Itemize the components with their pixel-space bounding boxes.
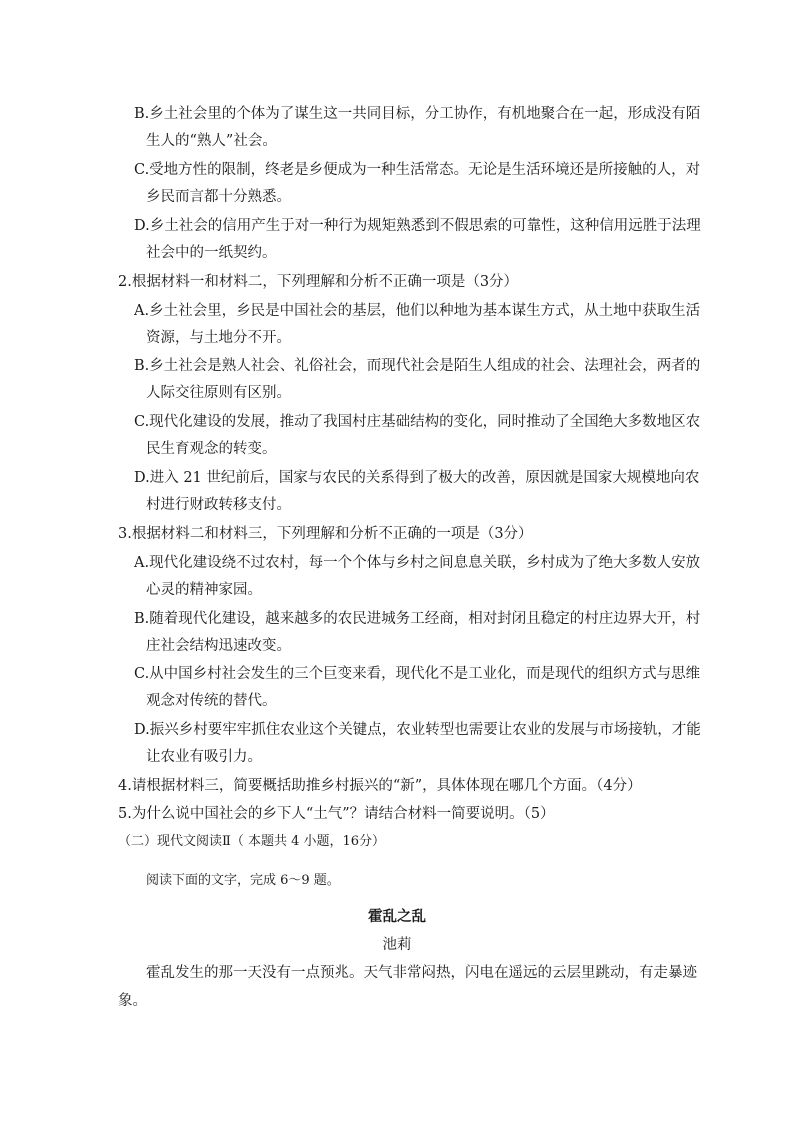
reading-instruction: 阅读下面的文字，完成 6～9 题。	[146, 873, 340, 888]
q3-option-b-line2: 庄社会结构迅速改变。	[146, 638, 291, 654]
q3-option-b-line1: B.随着现代化建设，越来越多的农民进城务工经商，相对封闭且稳定的村庄边界大开，村	[134, 611, 701, 627]
q3-option-d-line2: 让农业有吸引力。	[146, 749, 262, 765]
q3-option-c-line1: C.从中国乡村社会发生的三个巨变来看，现代化不是工业化，而是现代的组织方式与思维	[134, 666, 701, 682]
q3-option-d-line1: D.振兴乡村要牢牢抓住农业这个关键点，农业转型也需要让农业的发展与市场接轨，才能	[134, 722, 701, 738]
q2-option-c-line1: C.现代化建设的发展，推动了我国村庄基础结构的变化，同时推动了全国绝大多数地区农	[134, 414, 701, 430]
q3-option-a-line2: 心灵的精神家园。	[146, 582, 262, 598]
q2-option-c-line2: 民生育观念的转变。	[146, 441, 277, 457]
q1-option-d-line1: D.乡土社会的信用产生于对一种行为规矩熟悉到不假思索的可靠性，这种信用远胜于法理	[134, 218, 701, 234]
q1-option-c-line1: C.受地方性的限制，终老是乡便成为一种生活常态。无论是生活环境还是所接触的人，对	[134, 162, 701, 178]
section-heading: （二）现代文阅读Ⅱ（ 本题共 4 小题，16分）	[118, 834, 386, 849]
q3-option-c-line2: 观念对传统的替代。	[146, 693, 277, 709]
story-paragraph-line1: 霍乱发生的那一天没有一点预兆。天气非常闷热，闪电在遥远的云层里跳动，有走暴迹	[146, 965, 697, 981]
q2-option-a-line1: A.乡土社会里，乡民是中国社会的基层，他们以种地为基本谋生方式，从土地中获取生活	[134, 303, 701, 319]
q2-option-d-line1: D.进入 21 世纪前后，国家与农民的关系得到了极大的改善，原因就是国家大规模地向农	[134, 470, 700, 486]
q4-stem: 4.请根据材料三，简要概括助推乡村振兴的“新”，具体体现在哪几个方面。（4分）	[118, 778, 642, 794]
q2-option-b-line2: 人际交往原则有区别。	[146, 385, 291, 401]
q2-stem: 2.根据材料一和材料二，下列理解和分析不正确一项是（3分）	[118, 274, 519, 290]
q1-option-d-line2: 社会中的一纸契约。	[146, 245, 277, 261]
q2-option-a-line2: 资源，与土地分不开。	[146, 330, 291, 346]
story-paragraph-line2: 象。	[118, 993, 147, 1009]
q2-option-d-line2: 村进行财政转移支付。	[146, 497, 291, 513]
story-title: 霍乱之乱	[368, 908, 426, 925]
q5-stem: 5.为什么说中国社会的乡下人“土气”？请结合材料一简要说明。（5）	[118, 806, 555, 822]
q1-option-b-line2: 生人的“熟人”社会。	[146, 133, 277, 149]
q1-option-c-line2: 乡民而言都十分熟悉。	[146, 189, 291, 205]
q1-option-b-line1: B.乡土社会里的个体为了谋生这一共同目标，分工协作，有机地聚合在一起，形成没有陌	[134, 106, 701, 122]
q3-option-a-line1: A.现代化建设绕不过农村，每一个个体与乡村之间息息关联，乡村成为了绝大多数人安放	[134, 555, 701, 571]
q3-stem: 3.根据材料二和材料三，下列理解和分析不正确的一项是（3分）	[118, 526, 533, 542]
story-author: 池莉	[382, 937, 412, 953]
q2-option-b-line1: B.乡土社会是熟人社会、礼俗社会，而现代社会是陌生人组成的社会、法理社会，两者的	[134, 358, 701, 374]
